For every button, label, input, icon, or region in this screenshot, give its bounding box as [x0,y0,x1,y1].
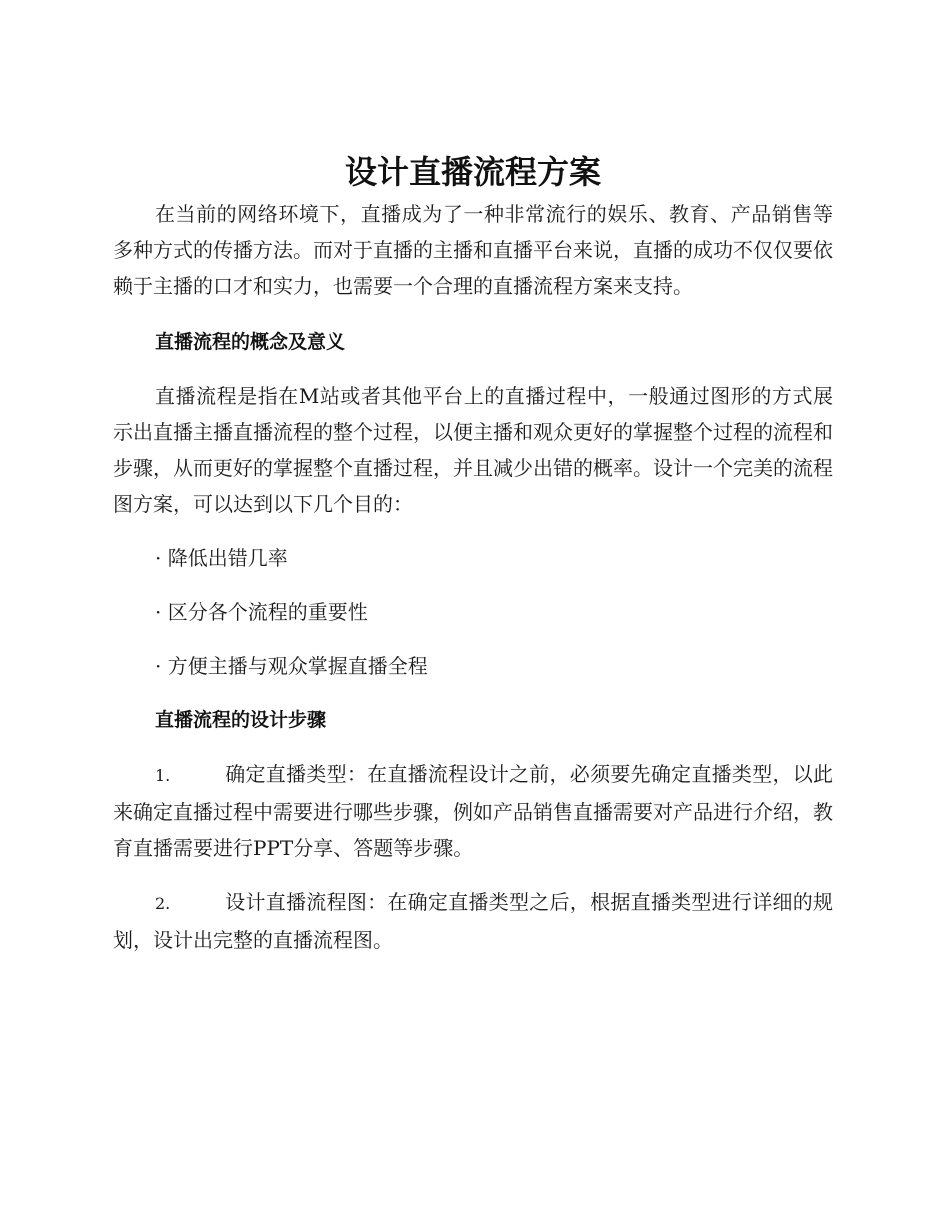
step-number: 2. [155,894,171,913]
numbered-step [113,756,833,866]
document-title: 设计直播流程方案 [344,153,601,191]
section-heading-concept: 直播流程的概念及意义 [155,331,346,353]
numbered-step [113,884,833,958]
step-text: 设计直播流程图：在确定直播类型之后，根据直播类型进行详细的规划，设计出完整的直播流程图。 [113,890,833,952]
spacer [113,738,833,756]
spacer [113,304,833,324]
intro-paragraph: 在当前的网络环境下，直播成为了一种非常流行的娱乐、教育、产品销售等多种方式的传播方法。而对于直播的主播和直播平台来说，直播的成功不仅仅要依赖于主播的口才和实力，也需要一个合理的直播流程方案来支持。 [113,202,833,298]
spacer [113,360,833,378]
bullet-item: · 区分各个流程的重要性 [155,600,368,624]
spacer [113,684,833,702]
spacer [113,866,833,884]
document-page [113,150,833,958]
bullet-item: · 方便主播与观众掌握直播全程 [155,654,428,678]
concept-paragraph: 直播流程是指在M站或者其他平台上的直播过程中，一般通过图形的方式展示出直播主播直播流程的整个过程，以便主播和观众更好的掌握整个过程的流程和步骤，从而更好的掌握整个直播过程，并且减少出错的概率。设计一个完美的流程图方案，可以达到以下几个目的： [113,384,833,516]
step-number: 1. [155,766,171,785]
bullet-item: · 降低出错几率 [155,546,288,570]
spacer [113,576,833,594]
step-text: 确定直播类型：在直播流程设计之前，必须要先确定直播类型，以此来确定直播过程中需要进行哪些步骤，例如产品销售直播需要对产品进行介绍，教育直播需要进行PPT分享、答题等步骤。 [113,762,833,860]
section-heading-steps: 直播流程的设计步骤 [155,709,327,731]
spacer [113,522,833,540]
spacer [113,630,833,648]
